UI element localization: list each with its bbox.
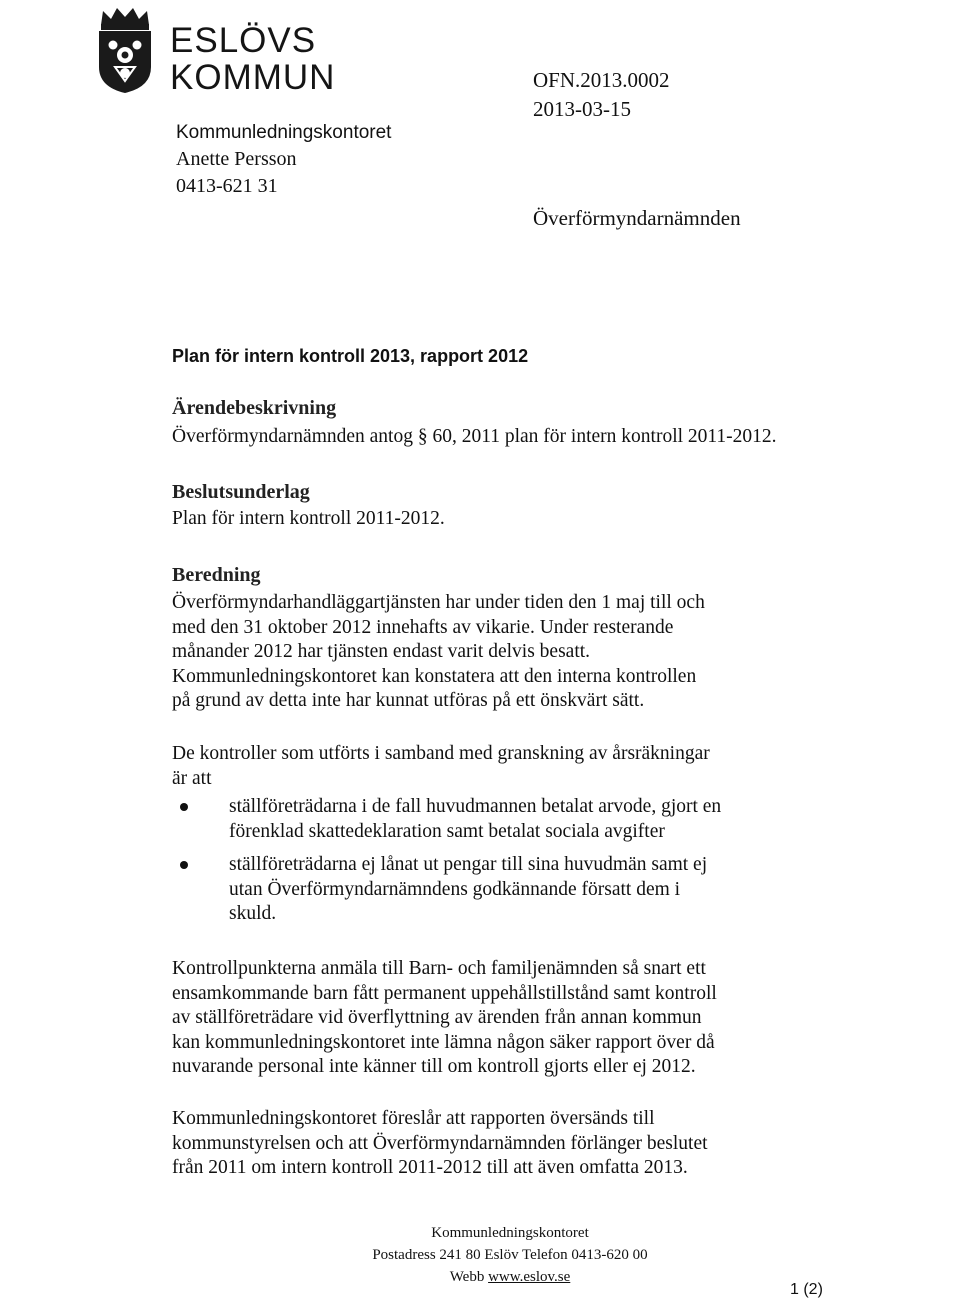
paragraph-line: kommunstyrelsen och att Överförmyndarnämnden förlänger beslutet	[172, 1132, 708, 1154]
bullet-line: utan Överförmyndarnämndens godkännande försatt dem i	[229, 878, 681, 900]
paragraph-line: kan kommunledningskontoret inte lämna någon säker rapport över då	[172, 1031, 715, 1053]
page-footer	[370, 1222, 650, 1288]
sender-name: Anette Persson	[176, 148, 297, 170]
heading-beslutsunderlag: Beslutsunderlag	[172, 481, 310, 503]
bullet-item	[172, 853, 721, 927]
sender-block	[176, 120, 391, 200]
text-arendebeskrivning: Överförmyndarnämnden antog § 60, 2011 plan för intern kontroll 2011-2012.	[172, 426, 777, 447]
reference-block	[533, 66, 670, 124]
bullet-dot-icon	[180, 861, 188, 869]
paragraph-line: från 2011 om intern kontroll 2011-2012 till att även omfatta 2013.	[172, 1157, 688, 1178]
municipality-coat-of-arms-logo	[95, 5, 155, 95]
footer-web-link[interactable]: www.eslov.se	[488, 1269, 571, 1285]
paragraph-beredning	[172, 591, 705, 714]
paragraph-line: på grund av detta inte har kunnat utföras på ett önskvärt sätt.	[172, 690, 645, 711]
paragraph-line: Kommunledningskontoret kan konstatera att den interna kontrollen	[172, 665, 697, 687]
reference-number: OFN.2013.0002	[533, 68, 670, 92]
document-date: 2013-03-15	[533, 97, 631, 121]
paragraph-line: är att	[172, 767, 212, 789]
recipient: Överförmyndarnämnden	[533, 206, 741, 230]
paragraph-line: Kontrollpunkterna anmäla till Barn- och familjenämnden så snart ett	[172, 958, 706, 979]
paragraph-proposal	[172, 1107, 708, 1181]
paragraph-line: Överförmyndarhandläggartjänsten har under tiden den 1 maj till och	[172, 592, 705, 613]
municipality-wordmark	[170, 22, 335, 96]
brand-line-2: KOMMUN	[170, 58, 336, 97]
bullet-line: ställföreträdarna ej lånat ut pengar till sina huvudmän samt ej	[229, 854, 708, 875]
paragraph-line: månander 2012 har tjänsten endast varit delvis besatt.	[172, 641, 591, 662]
brand-line-1: ESLÖVS	[170, 21, 317, 60]
paragraph-line: Kommunledningskontoret föreslår att rapporten översänds till	[172, 1108, 655, 1129]
footer-web-label: Webb	[449, 1269, 485, 1285]
footer-department: Kommunledningskontoret	[431, 1225, 589, 1241]
bullet-dot-icon	[180, 803, 188, 811]
bullet-line: skuld.	[229, 903, 277, 924]
sender-department: Kommunledningskontoret	[176, 122, 392, 143]
bullet-line: ställföreträdarna i de fall huvudmannen betalat arvode, gjort en	[229, 796, 722, 817]
bullet-line: förenklad skattedeklaration samt betalat sociala avgifter	[229, 820, 665, 842]
footer-address: Postadress 241 80 Eslöv Telefon 0413-620 00	[372, 1247, 648, 1263]
bullet-item	[172, 795, 721, 844]
paragraph-line: med den 31 oktober 2012 innehafts av vikarie. Under resterande	[172, 616, 674, 638]
heading-beredning: Beredning	[172, 564, 261, 586]
footer-web	[370, 1266, 650, 1288]
document-title: Plan för intern kontroll 2013, rapport 2012	[172, 346, 529, 366]
controls-bullet-list	[172, 795, 721, 936]
sender-phone: 0413-621 31	[176, 175, 278, 197]
text-beslutsunderlag: Plan för intern kontroll 2011-2012.	[172, 508, 445, 529]
paragraph-control-points	[172, 957, 717, 1080]
heading-arendebeskrivning: Ärendebeskrivning	[172, 397, 337, 419]
paragraph-line: av ställföreträdare vid överflyttning av ärenden från annan kommun	[172, 1007, 702, 1028]
paragraph-line: nuvarande personal inte känner till om kontroll gjorts eller ej 2012.	[172, 1056, 696, 1077]
paragraph-controls-intro	[172, 742, 710, 791]
page-number: 1 (2)	[790, 1281, 823, 1298]
paragraph-line: De kontroller som utförts i samband med granskning av årsräkningar	[172, 743, 710, 764]
paragraph-line: ensamkommande barn fått permanent uppehållstillstånd samt kontroll	[172, 982, 717, 1004]
